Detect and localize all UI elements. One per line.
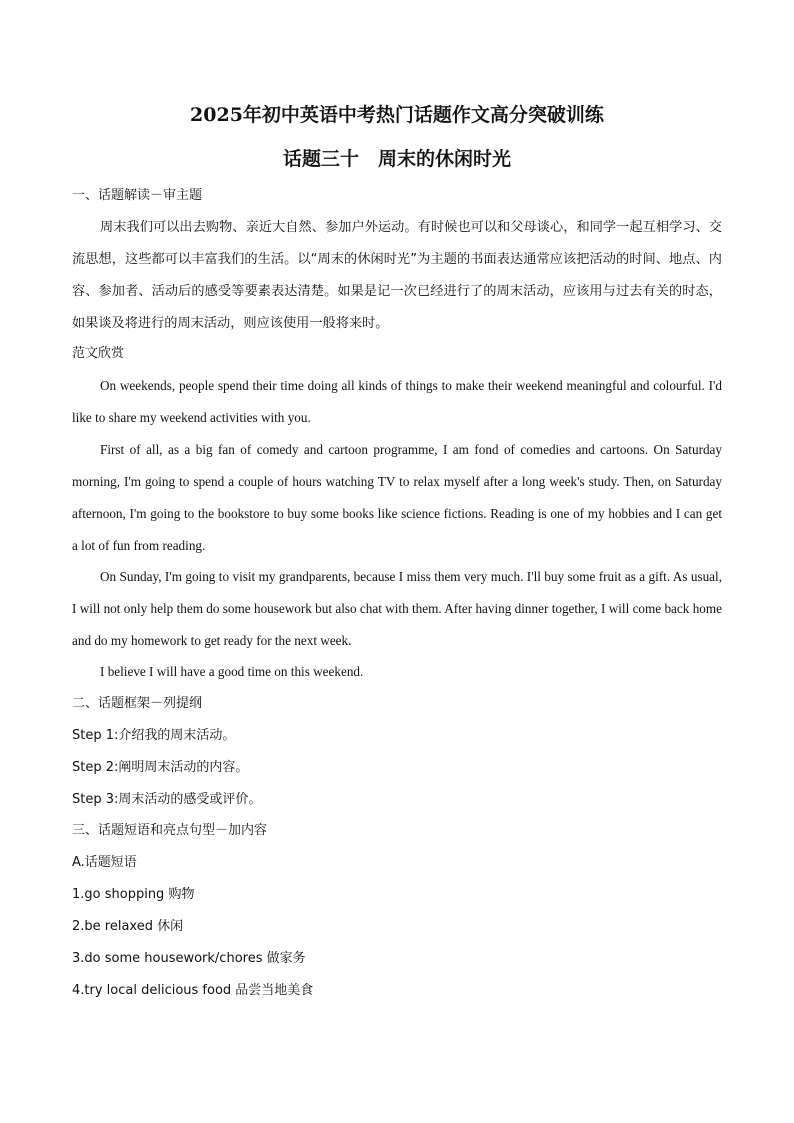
sample-heading: 范文欣赏	[72, 346, 125, 361]
document-title: 2025年初中英语中考热门话题作文高分突破训练	[190, 104, 604, 126]
phrase-item: 2.be relaxed 休闲	[72, 919, 184, 934]
sample-paragraph-4: I believe I will have a good time on this weekend.	[100, 664, 364, 679]
section2-heading: 二、话题框架－列提纲	[72, 696, 203, 711]
step-1: Step 1:介绍我的周末活动。	[72, 728, 236, 743]
phrase-item: 3.do some housework/chores 做家务	[72, 951, 306, 966]
step-3: Step 3:周末活动的感受或评价。	[72, 792, 262, 807]
section1-heading: 一、话题解读－审主题	[72, 188, 203, 203]
section3-heading: 三、话题短语和亮点句型－加内容	[72, 823, 268, 838]
section1-paragraph: 周末我们可以出去购物、亲近大自然、参加户外运动。有时候也可以和父母谈心，和同学一起互相学习、交流思想，这些都可以丰富我们的生活。以“周末的休闲时光”为主题的书面表达通常应该把活动的时间、地点、内容、参加者、活动后的感受等要素表达清楚。如果是记一次已经进行了的周末活动，应该用与过去有关的时态，如果谈及将进行的周末活动，则应该使用一般将来时。	[72, 220, 722, 331]
step-2: Step 2:阐明周末活动的内容。	[72, 760, 249, 775]
document-subtitle: 话题三十 周末的休闲时光	[282, 148, 511, 170]
phrase-item: 1.go shopping 购物	[72, 887, 195, 902]
sample-paragraph-1: On weekends, people spend their time doing all kinds of things to make their weekend meaningful and colourful. I'd like to share my weekend activities with you.	[72, 378, 722, 425]
sample-paragraph-3: On Sunday, I'm going to visit my grandparents, because I miss them very much. I'll buy some fruit as a gift. As usual, I will not only help them do some housework but also chat with them. After having dinner together, I will come back home and do my homework to get ready for the next week.	[72, 569, 722, 648]
phrases-subheading: A.话题短语	[72, 855, 137, 870]
sample-paragraph-2: First of all, as a big fan of comedy and cartoon programme, I am fond of comedies and cartoons. On Saturday morning, I'm going to spend a couple of hours watching TV to relax myself after a long week's study. Then, on Saturday afternoon, I'm going to the bookstore to buy some books like science fictions. Reading is one of my hobbies and I can get a lot of fun from reading.	[72, 442, 722, 553]
phrase-item: 4.try local delicious food 品尝当地美食	[72, 983, 314, 998]
